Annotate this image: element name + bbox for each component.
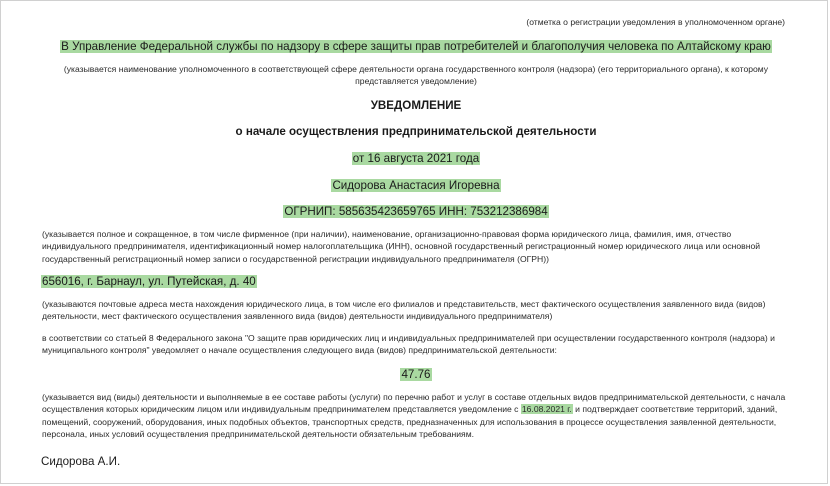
- applicant-name-line: [1, 178, 830, 193]
- document-subtitle: о начале осуществления предпринимательской деятельности: [235, 125, 597, 138]
- activity-note-after: и подтверждает соответствие территорий, зданий, помещений, сооружений, оборудования, иных подобных объектов, транспортных средств, предназначенных для использования в процессе осуществления заявленной деятельности, персонала, иных условий осуществления предпринимательской деятельности обязательным требованиям.: [42, 404, 778, 440]
- activity-code: 47.76: [401, 368, 431, 381]
- activity-code-line: [1, 367, 830, 382]
- applicant-note: (указывается полное и сокращенное, в том числе фирменное (при наличии), наименование, организационно-правовая форма юридического лица, фамилия, имя, отчество индивидуального предпринимателя, идентификационный номер налогоплательщика (ИНН), основной государственный регистрационный номер юридического лица или основной государственный регистрационный номер записи о государственной регистрации индивидуального предпринимателя (ОГРН)): [42, 229, 761, 264]
- authority-line: [31, 39, 801, 54]
- address-line: [41, 274, 257, 289]
- applicant-ids-line: [1, 204, 830, 219]
- law-text: в соответствии со статьей 8 Федерального закона "О защите прав юридических лиц и индивидуальных предпринимателей при осуществлении государственного контроля (надзора) и муниципального контроля" уведомляет о начале осуществления следующего вида (видов) предпринимательской деятельности:: [42, 333, 775, 356]
- notification-date: 16 августа 2021 года: [367, 152, 480, 165]
- registration-mark-note: (отметка о регистрации уведомления в уполномоченном органе): [526, 17, 785, 27]
- activity-note-before: (указывается вид (виды) деятельности и выполняемые в ее составе работы (услуги) по перечню работ и услуг в составе отдельных видов предпринимательской деятельности, с начала осуществления которых юридическим лицом или индивидуальным предпринимателем представляется уведомление с: [42, 392, 786, 415]
- date-prefix: от: [352, 152, 368, 165]
- address-value: 656016, г. Барнаул, ул. Путейская, д. 40: [42, 275, 256, 288]
- applicant-ids: ОГРНИП: 585635423659765 ИНН: 753212386984: [284, 205, 548, 218]
- activity-start-date: 16.08.2021 г.: [521, 404, 572, 415]
- applicant-name: Сидорова Анастасия Игоревна: [332, 179, 500, 192]
- signature: Сидорова А.И.: [41, 455, 121, 468]
- date-line: [1, 151, 830, 166]
- document-title: УВЕДОМЛЕНИЕ: [370, 99, 462, 112]
- address-note: (указываются почтовые адреса места нахождения юридического лица, в том числе его филиалов и представительств, мест фактического осуществления заявленного вида (видов) деятельности, мест фактического осуществления заявленного вида (видов) деятельности индивидуального предпринимателя): [42, 299, 766, 322]
- authority-name: В Управление Федеральной службы по надзору в сфере защиты прав потребителей и благополучия человека по Алтайскому краю: [61, 40, 771, 53]
- authority-note: (указывается наименование уполномоченного в соответствующей сфере деятельности органа государственного контроля (надзора) (его территориального органа), к которому представляется уведомление): [63, 64, 769, 87]
- activity-note: [42, 391, 787, 441]
